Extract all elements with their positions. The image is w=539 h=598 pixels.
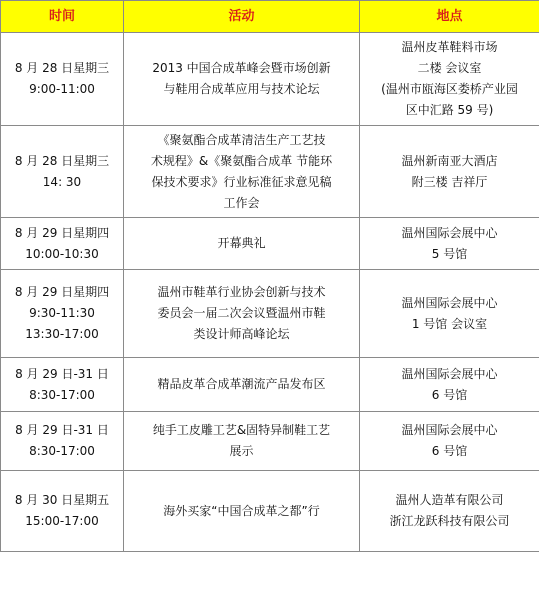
- activity-cell: [124, 412, 360, 471]
- time-cell: [1, 270, 124, 358]
- activity-cell: [124, 270, 360, 358]
- venue-line: 温州新南亚大酒店: [401, 153, 498, 168]
- activity-line: 海外买家“中国合成革之都”行: [163, 503, 320, 518]
- table-row: [1, 126, 539, 218]
- activity-line: 《聚氨酯合成革清洁生产工艺技: [157, 132, 326, 147]
- header-activity: 活动: [124, 1, 360, 33]
- venue-line: 二楼 会议室: [417, 61, 482, 75]
- venue-cell: [360, 126, 539, 218]
- venue-line: 温州皮革鞋料市场: [401, 40, 498, 54]
- header-time: 时间: [1, 1, 124, 33]
- schedule-body: [1, 33, 539, 552]
- activity-line: 开幕典礼: [217, 236, 266, 250]
- time-cell: [1, 33, 124, 126]
- venue-cell: [360, 412, 539, 471]
- activity-cell: [124, 471, 360, 552]
- header-row: [1, 1, 539, 33]
- time-line: 9:00-11:00: [29, 82, 95, 96]
- time-line: 8 月 29 日-31 日: [15, 366, 109, 381]
- activity-cell: [124, 126, 360, 218]
- table-row: [1, 358, 539, 412]
- venue-cell: [360, 270, 539, 358]
- venue-line: 6 号馆: [431, 387, 468, 402]
- activity-cell: [124, 218, 360, 270]
- time-line: 8 月 30 日星期五: [14, 493, 110, 507]
- activity-cell: [124, 33, 360, 126]
- time-line: 8 月 29 日-31 日: [15, 423, 109, 437]
- time-cell: [1, 358, 124, 412]
- time-line: 9:30-11:30: [29, 306, 95, 320]
- time-line: 10:00-10:30: [25, 246, 99, 261]
- activity-line: 精品皮革合成革潮流产品发布区: [157, 377, 326, 391]
- time-cell: [1, 471, 124, 552]
- time-cell: [1, 126, 124, 218]
- venue-line: 温州国际会展中心: [401, 295, 498, 310]
- venue-line: 温州人造革有限公司: [395, 493, 504, 507]
- activity-line: 委员会一届二次会议暨温州市鞋: [157, 306, 326, 320]
- time-line: 15:00-17:00: [25, 514, 99, 528]
- time-line: 8 月 28 日星期三: [14, 153, 110, 168]
- table-row: [1, 218, 539, 270]
- time-cell: [1, 218, 124, 270]
- table-row: [1, 471, 539, 552]
- venue-cell: [360, 358, 539, 412]
- table-row: [1, 270, 539, 358]
- venue-line: 1 号馆 会议室: [411, 316, 488, 331]
- time-line: 14: 30: [42, 174, 82, 189]
- venue-line: 温州国际会展中心: [401, 366, 498, 381]
- activity-line: 类设计师高峰论坛: [193, 327, 290, 341]
- header-venue: 地点: [360, 1, 539, 33]
- time-line: 8 月 29 日星期四: [14, 225, 110, 240]
- venue-cell: [360, 33, 539, 126]
- time-line: 8:30-17:00: [29, 387, 95, 402]
- activity-line: 保技术要求》行业标准征求意见稿: [151, 174, 332, 189]
- table-row: [1, 33, 539, 126]
- venue-cell: [360, 471, 539, 552]
- activity-cell: [124, 358, 360, 412]
- activity-line: 与鞋用合成革应用与技术论坛: [163, 82, 320, 96]
- venue-line: 浙江龙跃科技有限公司: [389, 514, 510, 528]
- time-line: 8 月 28 日星期三: [14, 61, 110, 75]
- venue-line: 6 号馆: [431, 444, 468, 458]
- venue-line: 温州国际会展中心: [401, 225, 498, 240]
- time-line: 8 月 29 日星期四: [14, 285, 110, 299]
- venue-line: 附三楼 吉祥厅: [411, 174, 488, 189]
- venue-line: 温州国际会展中心: [401, 423, 498, 437]
- venue-line: 区中汇路 59 号): [405, 103, 494, 117]
- activity-line: 术规程》&《聚氨酯合成革 节能环: [150, 153, 333, 168]
- table-row: [1, 412, 539, 471]
- time-line: 8:30-17:00: [29, 444, 95, 458]
- activity-line: 工作会: [223, 195, 260, 210]
- venue-line: 5 号馆: [431, 246, 468, 261]
- activity-line: 温州市鞋革行业协会创新与技术: [157, 285, 326, 299]
- time-cell: [1, 412, 124, 471]
- activity-line: 2013 中国合成革峰会暨市场创新: [152, 61, 331, 75]
- time-line: 13:30-17:00: [25, 327, 99, 341]
- venue-line: (温州市瓯海区娄桥产业园: [381, 82, 518, 96]
- activity-line: 纯手工皮雕工艺&固特异制鞋工艺: [152, 423, 331, 437]
- activity-line: 展示: [229, 444, 254, 458]
- venue-cell: [360, 218, 539, 270]
